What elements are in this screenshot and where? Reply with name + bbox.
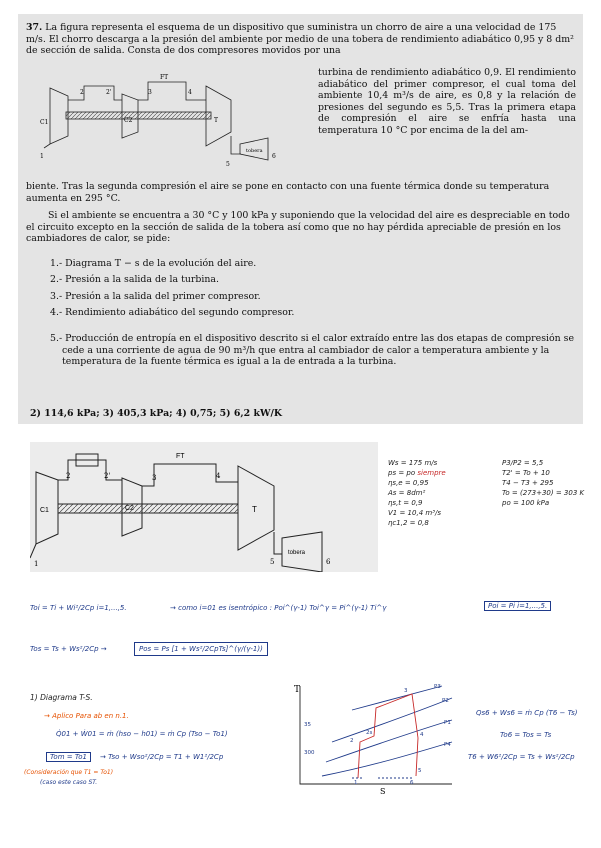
problem-paragraph-2: Si el ambiente se encuentra a 30 °C y 100 kPa y suponiendo que la velocidad del aire es despreciable en todo el circuito excepto en la sección de salida de la tobera así como que no hay pérdida apreciable de presión en los cambiadores de calor, se pide: <box>26 210 570 245</box>
problem-text-side: turbina de rendimiento adiabático 0,9. El rendimiento adiabático del primer compresor, el cual toma del ambiente 10,4 m³/s de aire, es 0,8 y la relación de presiones del segundo es 5,5. Tras la primera etapa de compresión el aire se enfría hasta una temperatura 10 °C por encima de la del am- <box>318 67 576 136</box>
answers-line: 2) 114,6 kPa; 3) 405,3 kPa; 4) 0,75; 5) 6,2 kW/K <box>30 408 283 419</box>
problem-text-intro: La figura representa el esquema de un dispositivo que suministra un chorro de aire a una velocidad de 175 m/s. El chorro descarga a la presión del ambiente por medio de una tobera de rendimiento adiabático 0,95 y 8 dm² de sección de salida. Consta de dos compresores movidos por una <box>26 22 574 57</box>
node-3: 3 <box>148 89 152 96</box>
ts-label-p4: P4 <box>444 742 451 748</box>
ts-axes <box>300 686 452 784</box>
c1-label: C1 <box>40 119 49 126</box>
t-label: T <box>214 117 219 124</box>
eq-right-1: Qs6 + Ws6 = ṁ Cp (T6 − Ts) <box>476 709 578 717</box>
notes-data-left: Ws = 175 m/s ps = po siempre ηs,e = 0,95 As = 8dm² ηs,t = 0,9 V1 = 10,4 m³/s ηc1,2 = 0,8 <box>388 459 446 527</box>
cycle-path <box>358 694 418 778</box>
question-1: 1.- Diagrama T − s de la evolución del aire. <box>50 258 257 269</box>
isobar-p2 <box>332 698 452 742</box>
node-6: 6 <box>272 153 276 160</box>
big-t-label: T <box>252 505 257 514</box>
question-3: 3.- Presión a la salida del primer compresor. <box>50 290 261 302</box>
compressor-c1-shape <box>50 88 68 144</box>
big-shaft <box>58 504 238 513</box>
ts-axis-S: S <box>380 787 386 796</box>
ts-label-3: 3 <box>404 688 408 694</box>
problem-intro <box>26 22 576 57</box>
eq-nozzle: Tos = Ts + Ws²/2Cp → <box>30 645 107 653</box>
big-node-2: 2 <box>66 472 71 480</box>
isobar-p4 <box>322 742 452 776</box>
node-1: 1 <box>40 153 44 160</box>
ts-label-300: 300 <box>304 750 315 756</box>
big-exit-pipe <box>274 532 282 554</box>
ts-label-5: 5 <box>418 768 422 774</box>
problem-text-after: biente. Tras la segunda compresión el aire se pone en contacto con una fuente térmica donde su temperatura aumenta en 295 °C. <box>26 181 550 204</box>
big-node-6: 6 <box>326 558 331 566</box>
note-step: → Aplico Para ab en n.1. <box>44 712 129 720</box>
big-node-1: 1 <box>34 560 39 568</box>
isobar-p3 <box>326 720 452 762</box>
ts-label-1: 1 <box>354 780 358 786</box>
eq-nozzle-box: Pos = Ps [1 + Ws²/2CpTs]^(γ/(γ-1)) <box>134 642 268 656</box>
ts-label-2: 2 <box>350 738 354 744</box>
big-tobera-label: tobera <box>288 550 306 556</box>
big-c1-label: C1 <box>40 507 49 514</box>
question-2: 2.- Presión a la salida de la turbina. <box>50 274 219 286</box>
cooler-pipe <box>68 86 122 100</box>
big-c2-label: C2 <box>125 505 134 512</box>
tobera-label: tobera <box>246 148 263 154</box>
ts-label-2s: 2s <box>366 730 373 736</box>
big-ft-label: FT <box>176 453 185 460</box>
big-node-2p: 2' <box>104 472 111 480</box>
shaft <box>66 112 211 119</box>
exit-pipe <box>231 136 241 154</box>
ts-label-p3: P3 <box>434 684 441 690</box>
note-consider: (Consideración que T1 = To1) <box>24 769 114 776</box>
c2-label: C2 <box>124 117 133 124</box>
eq-pressure-box: Poi = Pi i=1,...,5. <box>484 601 551 611</box>
eq-right-2: To6 = Tos = Ts <box>500 731 552 739</box>
schematic-small <box>36 66 306 178</box>
ts-label-35: 35 <box>304 722 311 728</box>
note-siempre: siempre <box>417 469 446 477</box>
ts-label-4: 4 <box>420 732 424 738</box>
eq-arrow: → Tso + Wso²/2Cp = T1 + W1²/2Cp <box>100 753 224 761</box>
eq-tom-box: Tom = To1 <box>46 752 91 762</box>
ts-axis-T: T <box>294 685 301 695</box>
ts-label-6: 6 <box>410 780 414 786</box>
question-4: 4.- Rendimiento adiabático del segundo compresor. <box>50 307 295 319</box>
problem-number: 37. <box>26 22 43 33</box>
ts-label-p2: P2 <box>442 698 449 704</box>
big-node-4: 4 <box>216 472 221 480</box>
ts-diagram <box>292 680 468 796</box>
note-case: (caso este caso ST. <box>40 779 98 786</box>
schematic-large <box>30 442 378 572</box>
eq-stagnation: Toi = Ti + Wi²/2Cp i=1,...,5. <box>30 604 127 612</box>
eq-isentropic: → como i=01 es isentrópico : Poi^(γ-1) Toi^γ = Pi^(γ-1) Ti^γ <box>170 604 387 612</box>
ts-label-p1: P1 <box>444 720 451 726</box>
node-2: 2 <box>80 89 84 96</box>
isobar-p1 <box>352 686 442 710</box>
big-node-3: 3 <box>152 474 157 482</box>
section-ts: 1) Diagrama T-S. <box>30 693 93 702</box>
node-5: 5 <box>226 161 230 168</box>
ft-label: FT <box>160 74 169 81</box>
big-node-5: 5 <box>270 558 275 566</box>
question-5: 5.- Producción de entropía en el dispositivo descrito si el calor extraído entre las dos etapas de compresión se cede a una corriente de agua de 90 m³/h que entra al cambiador de calor a temperatura ambiente y la temperatura de la fuente térmica es igual a la de entrada a la turbina. <box>50 333 575 368</box>
node-2p: 2' <box>106 89 112 96</box>
eq-right-3: T6 + W6²/2Cp = Ts + Ws²/2Cp <box>468 753 575 761</box>
notes-data-right: P3/P2 = 5,5 T2' = To + 10 T4 − T3 + 295 To = (273+30) = 303 K po = 100 kPa <box>502 459 585 507</box>
eq-energy: Q̇01 + Ẇ01 = ṁ (hso − h01) = ṁ Cp (Tso − To1) <box>56 730 228 738</box>
node-4: 4 <box>188 89 192 96</box>
question-list <box>50 256 294 322</box>
